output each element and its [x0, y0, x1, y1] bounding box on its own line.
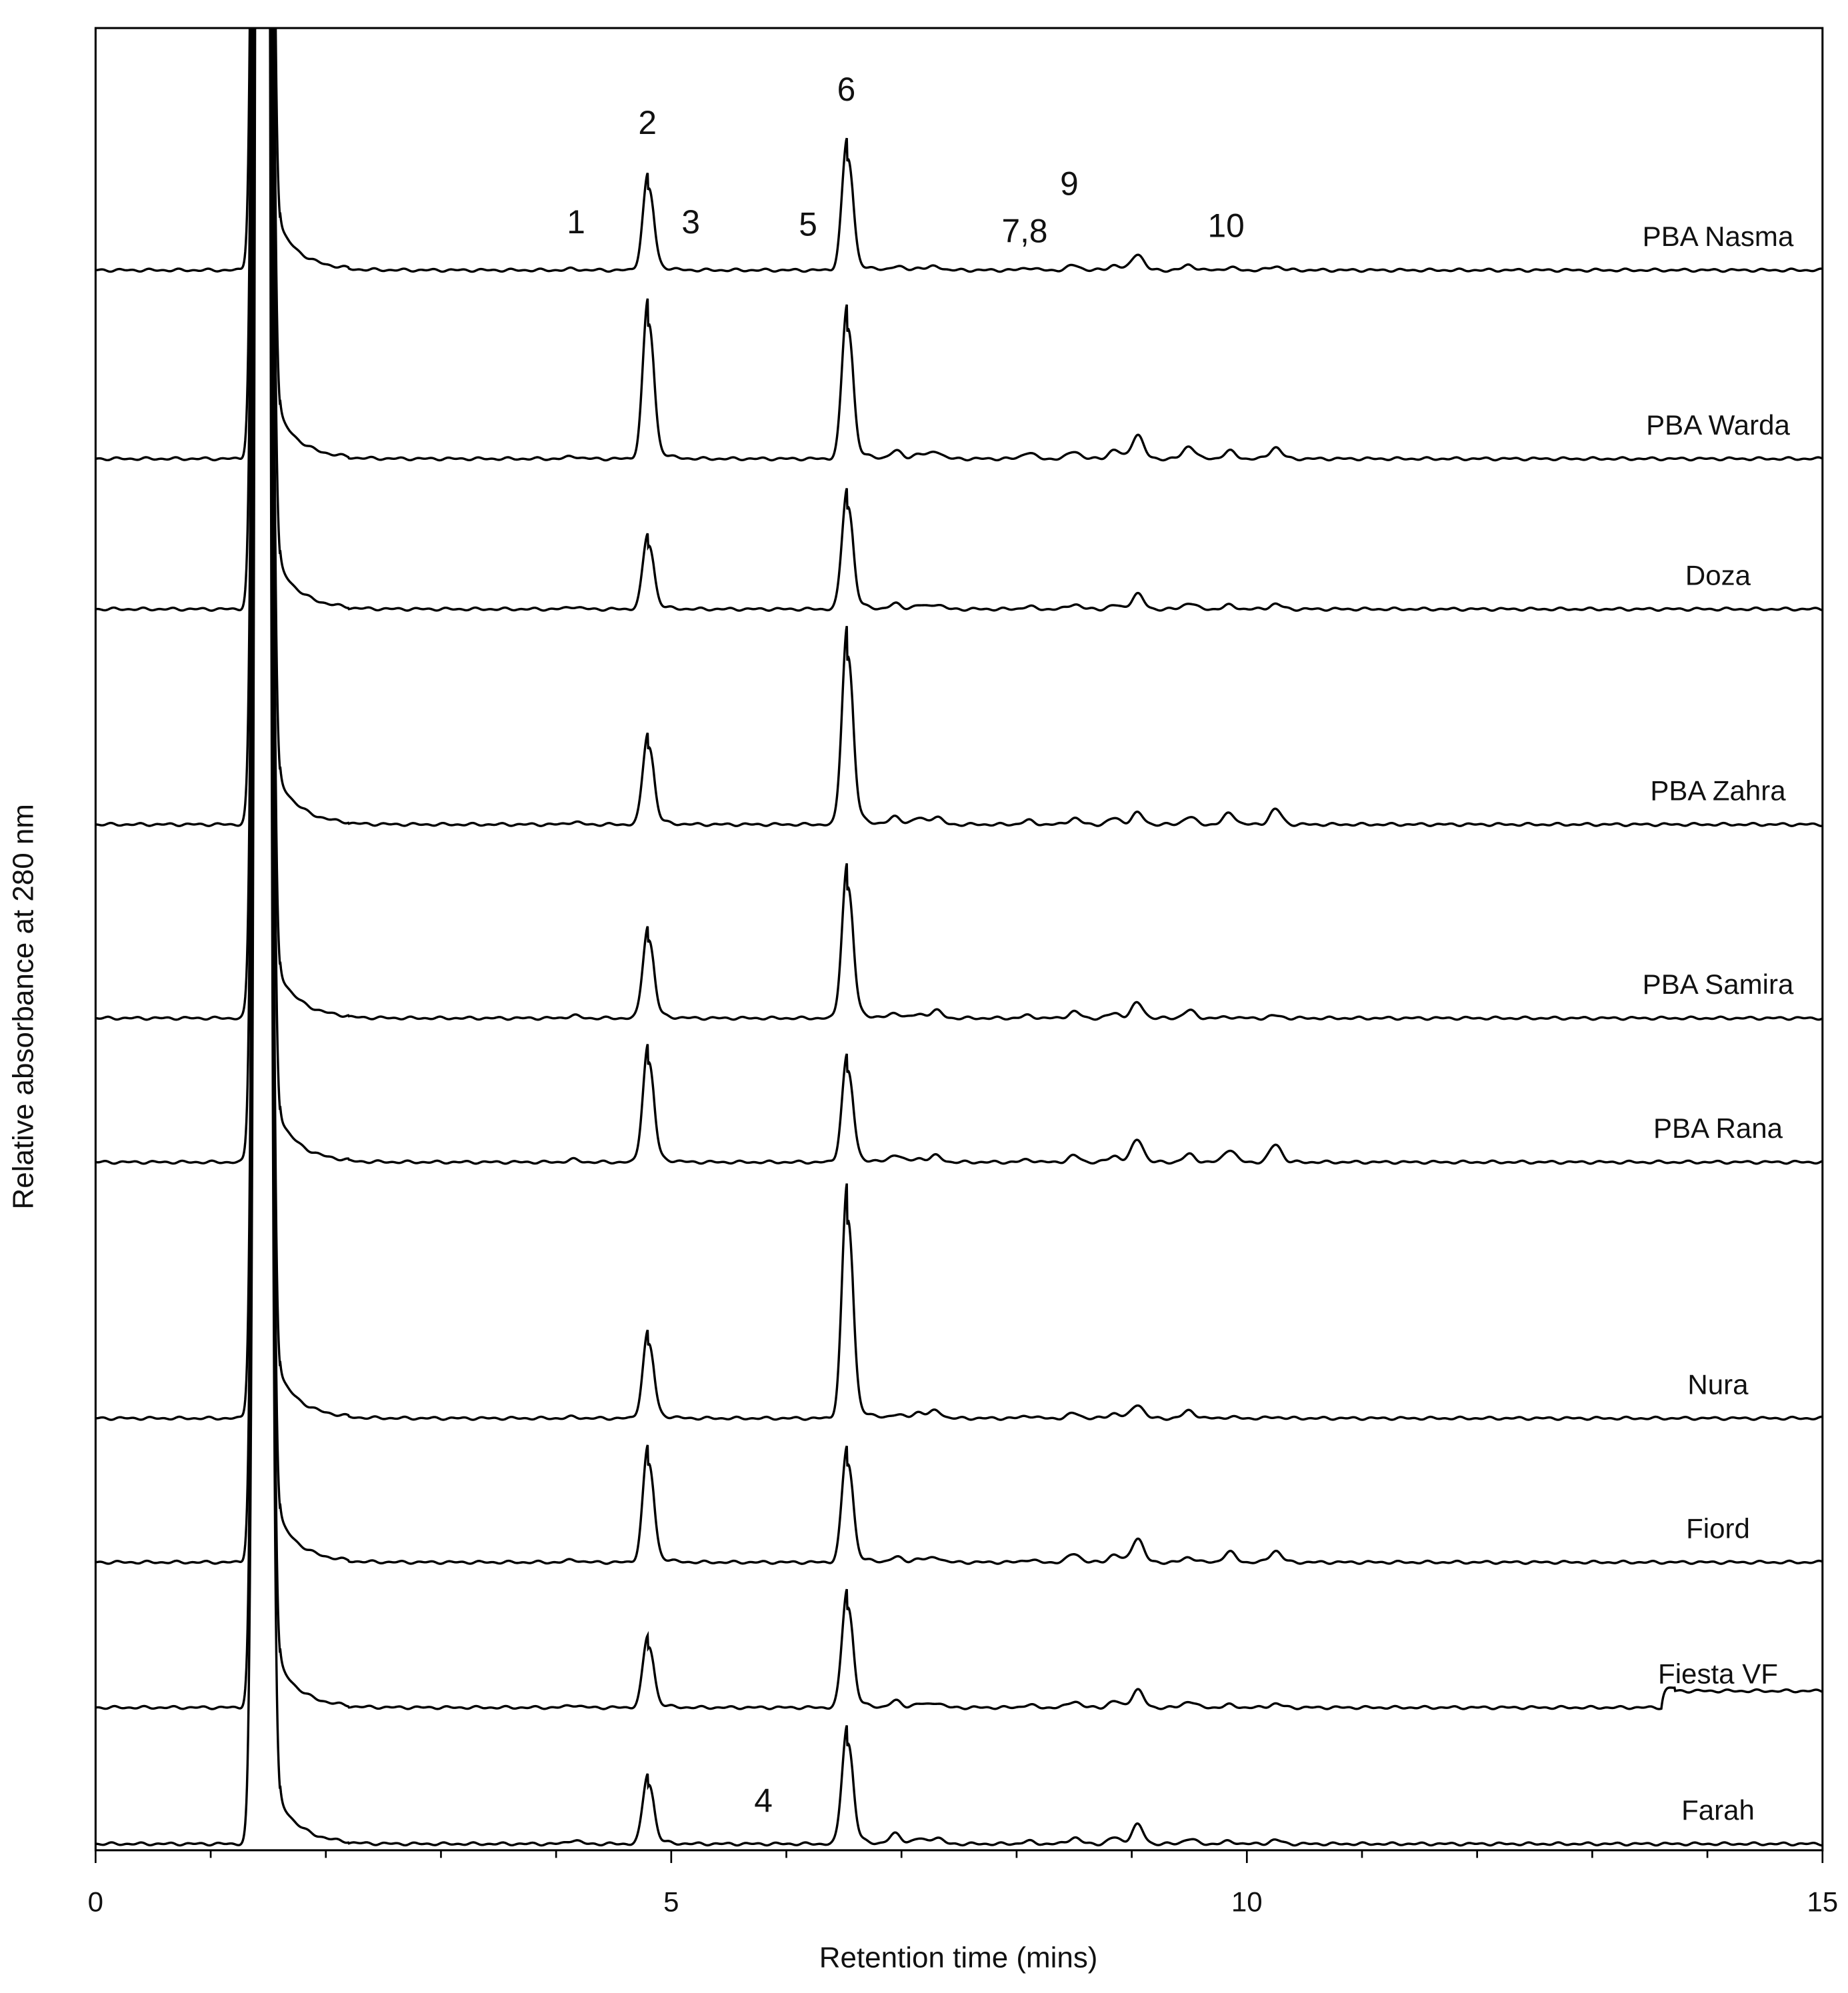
trace-doza	[95, 0, 1822, 611]
plot-frame	[95, 28, 1822, 1850]
peak-label: 6	[837, 71, 856, 109]
trace-pba-warda	[95, 0, 1822, 461]
peak-label: 10	[1207, 207, 1245, 245]
series-label: PBA Rana	[1653, 1112, 1783, 1144]
peak-label: 9	[1060, 165, 1079, 203]
peak-label: 5	[799, 205, 817, 243]
trace-fiord	[95, 0, 1822, 1564]
series-label: Nura	[1687, 1368, 1749, 1400]
series-label: Fiesta VF	[1658, 1658, 1778, 1690]
x-tick-label: 10	[1231, 1886, 1263, 1918]
peak-label: 4	[754, 1782, 773, 1820]
traces-group	[95, 0, 1822, 1846]
trace-fiesta-vf	[95, 0, 1822, 1709]
x-axis-label: Retention time (mins)	[819, 1941, 1098, 1974]
x-tick-label: 5	[663, 1886, 679, 1918]
trace-pba-nasma	[95, 0, 1822, 272]
series-label: PBA Zahra	[1650, 775, 1786, 807]
peak-label: 1	[567, 203, 585, 241]
series-label: PBA Samira	[1642, 969, 1794, 1000]
trace-pba-rana	[95, 0, 1822, 1164]
peak-label: 2	[638, 103, 657, 141]
series-labels	[1643, 221, 1794, 1826]
peak-label: 3	[681, 203, 700, 241]
series-label: Farah	[1681, 1794, 1755, 1826]
y-axis-label: Relative absorbance at 280 nm	[7, 804, 40, 1210]
x-axis-ticks	[88, 1850, 1838, 1918]
trace-pba-samira	[95, 0, 1822, 1020]
series-label: Doza	[1685, 559, 1751, 591]
peak-labels	[567, 71, 1244, 1819]
series-label: PBA Nasma	[1642, 220, 1794, 252]
x-tick-label: 15	[1807, 1886, 1839, 1918]
series-label: PBA Warda	[1646, 409, 1790, 441]
trace-pba-zahra	[95, 0, 1822, 826]
series-label: Fiord	[1686, 1512, 1750, 1544]
peak-label: 7,8	[1001, 212, 1048, 250]
trace-farah	[95, 0, 1822, 1846]
x-tick-label: 0	[87, 1886, 104, 1918]
trace-nura	[95, 0, 1822, 1420]
